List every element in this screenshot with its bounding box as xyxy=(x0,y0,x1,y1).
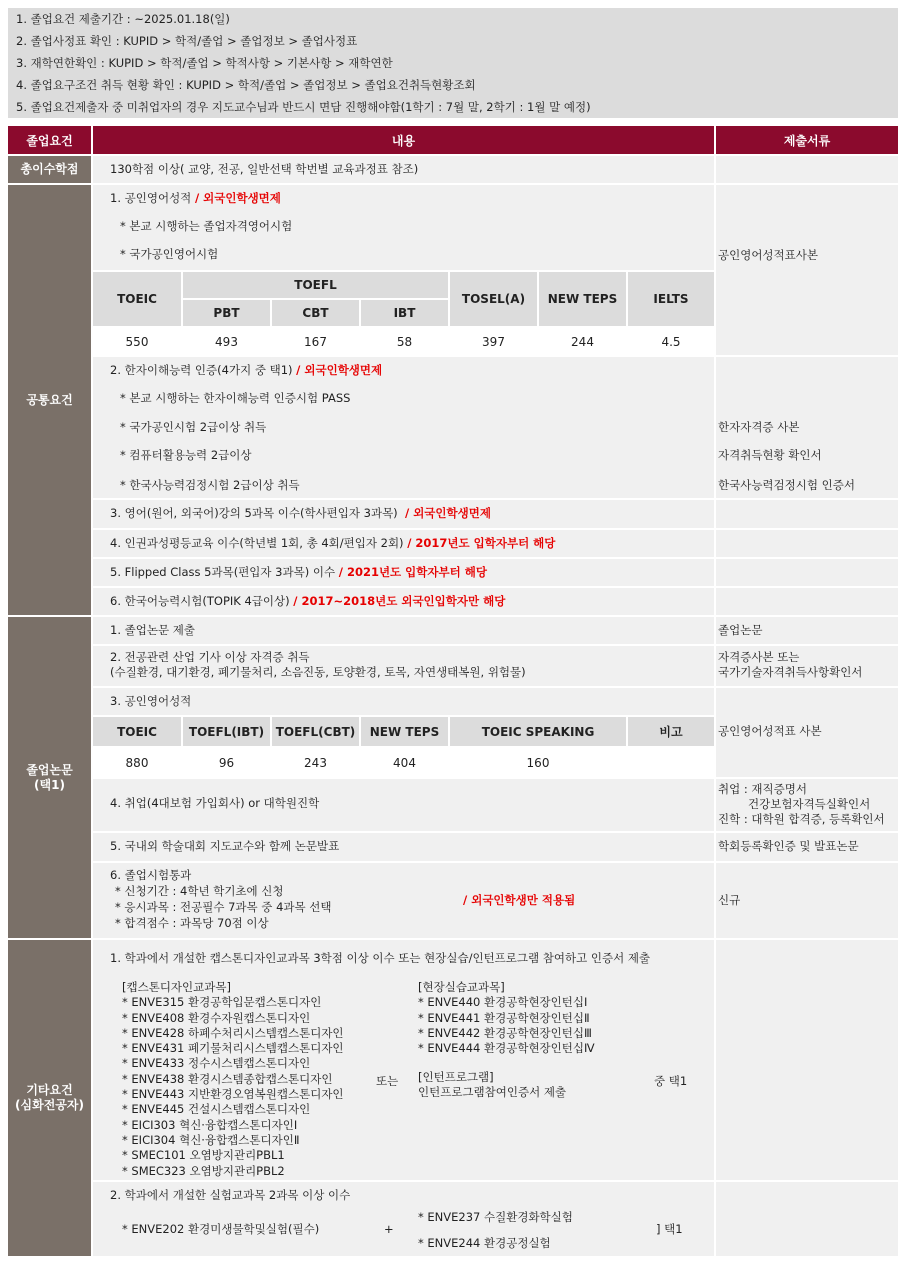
common-hanja-line-3: * 컴퓨터활용능력 2급이상 xyxy=(120,448,252,462)
thesis-row-1 xyxy=(93,617,714,644)
category-other-label: 기타요건 xyxy=(26,1083,73,1097)
td-ielts: 4.5 xyxy=(628,328,714,355)
total-credits-doc-cell xyxy=(716,156,898,183)
td-cbt: 167 xyxy=(272,328,359,355)
list-item: * ENVE441 환경공학현장인턴십Ⅱ xyxy=(418,1010,590,1025)
category-thesis-label: 졸업논문 xyxy=(26,762,73,777)
thesis-row-2-line-1: 2. 전공관련 산업 기사 이상 자격증 취득 xyxy=(110,650,310,664)
thesis-row-4-doc-2: 건강보험자격득실확인서 xyxy=(748,797,871,811)
common-row-4-text: 4. 인권과성평등교육 이수(학년별 1회, 총 4회/편입자 2회) / 2017년도 입학자부터 해당 xyxy=(110,536,556,550)
common-hanja-cell xyxy=(93,357,714,498)
thesis-row-2-doc-2: 국가기술자격취득사항확인서 xyxy=(718,665,863,679)
notice-box xyxy=(8,8,898,118)
td-pbt: 493 xyxy=(183,328,270,355)
category-thesis-sub: (택1) xyxy=(34,777,65,792)
common-hanja-line-4: * 한국사능력검정시험 2급이상 취득 xyxy=(120,478,300,492)
th-tosel: TOSEL(A) xyxy=(450,272,537,326)
th-ielts: IELTS xyxy=(628,272,714,326)
notice-line-4: 4. 졸업요구조건 취득 현황 확인 : KUPID > 학적/졸업 > 졸업정보 > 졸업요건취득현황조회 xyxy=(16,78,476,92)
common-english-line-2: * 국가공인영어시험 xyxy=(120,247,219,261)
common-row-5-doc xyxy=(716,559,898,586)
common-hanja-line-1: * 본교 시행하는 한자이해능력 인증시험 PASS xyxy=(120,391,351,405)
thesis-row-1-text: 1. 졸업논문 제출 xyxy=(110,623,195,637)
category-thesis xyxy=(8,617,91,938)
common-row-5-text: 5. Flipped Class 5과목(편입자 3과목) 이수 / 2021년도 입학자부터 해당 xyxy=(110,565,487,579)
other-row-2-option-2: * ENVE244 환경공정실험 xyxy=(418,1236,551,1250)
thesis-row-4-doc xyxy=(716,779,898,831)
other-row-1-title: 1. 학과에서 개설한 캡스톤디자인교과목 3학점 이상 이수 또는 현장실습/인턴프로그램 참여하고 인증서 제출 xyxy=(110,951,651,965)
thesis-row-6-doc-text: 신규 xyxy=(718,893,741,907)
list-item: * ENVE431 폐기물처리시스템캡스톤디자인 xyxy=(122,1041,344,1056)
td2-toefl-ibt: 96 xyxy=(183,748,270,777)
th2-toefl-cbt: TOEFL(CBT) xyxy=(272,717,359,746)
thesis-row-5-text: 5. 국내외 학술대회 지도교수와 함께 논문발표 xyxy=(110,839,340,853)
list-item: * ENVE440 환경공학현장인턴십Ⅰ xyxy=(418,995,588,1010)
th-toefl: TOEFL xyxy=(183,272,448,298)
other-row-2-option-1: * ENVE237 수질환경화학실험 xyxy=(418,1210,573,1224)
common-english-line-1: * 본교 시행하는 졸업자격영어시험 xyxy=(120,219,293,233)
capstone-course-list xyxy=(122,980,344,1179)
other-row-2-required-course: * ENVE202 환경미생물학및실험(필수) xyxy=(122,1222,320,1236)
common-row-4-doc xyxy=(716,530,898,557)
other-row-2 xyxy=(93,1182,714,1256)
list-item: [인턴프로그램] xyxy=(418,1070,494,1084)
list-item: [캡스톤디자인교과목] xyxy=(122,980,231,994)
th-ibt: IBT xyxy=(361,300,448,326)
th-toeic: TOEIC xyxy=(93,272,181,326)
thesis-row-6-note: / 외국인학생만 적용됨 xyxy=(463,893,576,907)
list-item: * ENVE433 정수시스템캡스톤디자인 xyxy=(122,1056,311,1071)
common-row-6 xyxy=(93,588,714,615)
list-item: * ENVE408 환경수자원캡스톤디자인 xyxy=(122,1010,311,1025)
thesis-row-1-doc xyxy=(716,617,898,644)
td2-toeic: 880 xyxy=(93,748,181,777)
common-english-title: 1. 공인영어성적 / 외국인학생면제 xyxy=(110,191,281,205)
header-documents: 제출서류 xyxy=(716,126,898,154)
thesis-row-1-doc-text: 졸업논문 xyxy=(718,623,763,637)
thesis-row-6-line-2: * 신청기간 : 4학년 학기초에 신청 xyxy=(115,884,284,898)
td2-toefl-cbt: 243 xyxy=(272,748,359,777)
thesis-row-3 xyxy=(93,688,714,715)
list-item: * ENVE438 환경시스템종합캡스톤디자인 xyxy=(122,1071,333,1086)
common-row-4 xyxy=(93,530,714,557)
thesis-row-6 xyxy=(93,863,714,938)
th-newteps: NEW TEPS xyxy=(539,272,626,326)
intern-program-list xyxy=(418,1070,566,1101)
th2-newteps: NEW TEPS xyxy=(361,717,448,746)
category-other-sub: (심화전공자) xyxy=(15,1098,84,1112)
common-english-cell xyxy=(93,185,714,270)
thesis-row-2-doc-1: 자격증사본 또는 xyxy=(718,650,800,664)
thesis-row-5 xyxy=(93,833,714,861)
thesis-row-6-line-4: * 합격점수 : 과목당 70점 이상 xyxy=(115,916,269,930)
thesis-row-3-text: 3. 공인영어성적 xyxy=(110,694,192,708)
list-item: * ENVE443 지반환경오염복원캡스톤디자인 xyxy=(122,1087,344,1102)
list-item: * ENVE445 건설시스템캡스톤디자인 xyxy=(122,1102,311,1117)
list-item: * ENVE428 하폐수처리시스템캡스톤디자인 xyxy=(122,1025,344,1040)
total-credits-cell xyxy=(93,156,714,183)
other-row-2-doc xyxy=(716,1182,898,1256)
common-hanja-title: 2. 한자이해능력 인증(4가지 중 택1) / 외국인학생면제 xyxy=(110,363,383,377)
th-pbt: PBT xyxy=(183,300,270,326)
common-hanja-line-2: * 국가공인시험 2급이상 취득 xyxy=(120,420,267,434)
list-item: * ENVE442 환경공학현장인턴십Ⅲ xyxy=(418,1025,592,1040)
thesis-row-6-line-3: * 응시과목 : 전공필수 7과목 중 4과목 선택 xyxy=(115,900,332,914)
thesis-row-4-doc-1: 취업 : 재직증명서 xyxy=(718,782,807,796)
thesis-row-5-doc xyxy=(716,833,898,861)
thesis-row-2-doc xyxy=(716,646,898,686)
other-row-1 xyxy=(93,940,714,1180)
total-credits-text: 130학점 이상( 교양, 전공, 일반선택 학번별 교육과정표 참조) xyxy=(110,162,419,176)
thesis-row-2-line-2: (수질환경, 대기환경, 폐기물처리, 소음진동, 토양환경, 토목, 자연생태복원, 위험물) xyxy=(110,665,526,679)
header-requirement: 졸업요건 xyxy=(8,126,91,154)
td2-newteps: 404 xyxy=(361,748,448,777)
td2-toeic-speaking: 160 xyxy=(450,748,626,777)
th2-note: 비고 xyxy=(628,717,714,746)
field-practice-list xyxy=(418,980,595,1056)
list-item: * SMEC323 오염방지관리PBL2 xyxy=(122,1163,285,1178)
td-toeic: 550 xyxy=(93,328,181,355)
thesis-row-3-doc-text: 공인영어성적표 사본 xyxy=(718,724,822,738)
common-hanja-doc-2: 자격취득현황 확인서 xyxy=(718,448,822,462)
thesis-row-6-line-1: 6. 졸업시험통과 xyxy=(110,868,192,882)
th-cbt: CBT xyxy=(272,300,359,326)
category-common: 공통요건 xyxy=(8,185,91,615)
td-newteps: 244 xyxy=(539,328,626,355)
or-label: 또는 xyxy=(376,1074,399,1088)
th2-toeic-speaking: TOEIC SPEAKING xyxy=(450,717,626,746)
notice-line-1: 1. 졸업요건 제출기간 : ~2025.01.18(일) xyxy=(16,12,230,26)
list-item: [현장실습교과목] xyxy=(418,980,505,994)
list-item: * EICI303 혁신·융합캡스톤디자인Ⅰ xyxy=(122,1117,298,1132)
common-row-6-doc xyxy=(716,588,898,615)
notice-line-3: 3. 재학연한확인 : KUPID > 학적/졸업 > 학적사항 > 기본사항 > 재학연한 xyxy=(16,56,393,70)
common-row-5 xyxy=(93,559,714,586)
th2-toefl-ibt: TOEFL(IBT) xyxy=(183,717,270,746)
other-row-2-title: 2. 학과에서 개설한 실험교과목 2과목 이상 이수 xyxy=(110,1188,351,1202)
list-item: * ENVE315 환경공학입문캡스톤디자인 xyxy=(122,995,322,1010)
header-content: 내용 xyxy=(93,126,714,154)
th2-toeic: TOEIC xyxy=(93,717,181,746)
td-ibt: 58 xyxy=(361,328,448,355)
thesis-row-5-doc-text: 학회등록확인증 및 발표논문 xyxy=(718,839,859,853)
thesis-row-4-doc-3: 진학 : 대학원 합격증, 등록확인서 xyxy=(718,812,885,826)
common-hanja-doc-cell xyxy=(716,357,898,498)
list-item: * EICI304 혁신·융합캡스톤디자인Ⅱ xyxy=(122,1132,300,1147)
notice-line-5: 5. 졸업요건제출자 중 미취업자의 경우 지도교수님과 반드시 면담 진행해야함(1학기 : 7월 말, 2학기 : 1월 말 예정) xyxy=(16,100,591,114)
choose-one-label: 중 택1 xyxy=(654,1074,688,1088)
other-row-2-plus: + xyxy=(384,1222,394,1236)
category-total-credits: 총이수학점 xyxy=(8,156,91,183)
common-english-doc-cell xyxy=(716,185,898,355)
common-english-doc: 공인영어성적표사본 xyxy=(718,248,818,262)
other-row-2-choose: ] 택1 xyxy=(656,1222,683,1236)
common-hanja-doc-3: 한국사능력검정시험 인증서 xyxy=(718,478,855,492)
common-hanja-doc-1: 한자자격증 사본 xyxy=(718,420,800,434)
list-item: 인턴프로그램참여인증서 제출 xyxy=(418,1085,567,1100)
td-tosel: 397 xyxy=(450,328,537,355)
other-row-1-doc xyxy=(716,940,898,1180)
thesis-row-4 xyxy=(93,779,714,831)
thesis-row-6-doc xyxy=(716,863,898,938)
notice-line-2: 2. 졸업사정표 확인 : KUPID > 학적/졸업 > 졸업정보 > 졸업사정표 xyxy=(16,34,358,48)
thesis-row-2 xyxy=(93,646,714,686)
td2-note xyxy=(628,748,714,777)
list-item: * ENVE444 환경공학현장인턴십Ⅳ xyxy=(418,1041,595,1056)
common-row-3 xyxy=(93,500,714,528)
common-row-3-doc xyxy=(716,500,898,528)
common-row-3-text: 3. 영어(원어, 외국어)강의 5과목 이수(학사편입자 3과목) / 외국인학생면제 xyxy=(110,506,491,520)
thesis-row-3-doc xyxy=(716,688,898,777)
thesis-row-4-text: 4. 취업(4대보험 가입회사) or 대학원진학 xyxy=(110,796,320,810)
common-row-6-text: 6. 한국어능력시험(TOPIK 4급이상) / 2017~2018년도 외국인입학자만 해당 xyxy=(110,594,506,608)
list-item: * SMEC101 오염방지관리PBL1 xyxy=(122,1148,285,1163)
category-other xyxy=(8,940,91,1256)
